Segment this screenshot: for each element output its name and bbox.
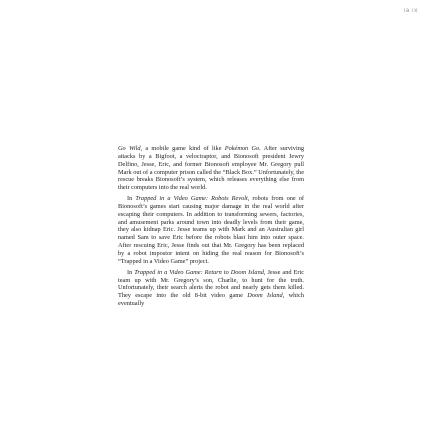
body-paragraph: [118, 195, 304, 266]
italic-title: Go Wild: [118, 145, 141, 152]
paragraph-text: , which eventually: [118, 292, 304, 308]
italic-title: Pokémon Go: [224, 145, 260, 152]
running-head: ıa ıx: [403, 7, 418, 14]
paragraph-text: , Jesse and Eric team up with Mr. Gregory’s son, Charlie, to hunt for the truth. Unfortunately, their search alerts the robot and nearly gets them killed. They escape into the old 8-bit video game: [118, 268, 304, 300]
italic-title: Doom Island: [247, 292, 283, 300]
paragraph-text: In: [127, 195, 136, 203]
paragraph-text: , robots from one of Bionosoft’s games start causing major damage in the real world after escaping their computers. In addition to transforming sewers, factories, and amusement parks around town into deadly levels from their game, they also kidnap Eric. Jesse teams up with Mark and an Australian girl named Sam to save Eric before the robots blast him into outer space. After rescuing Eric, Jesse finds out that Mr. Gregory has been replaced by a robot impostor intent on hiding the real reason for Bionosoft’s “Trapped in a Video Game” project.: [118, 195, 304, 265]
paragraph-text: , a mobile game kind of like: [140, 145, 225, 152]
italic-title: Trapped in a Video Game: Robots Revolt: [135, 195, 248, 203]
paragraph-text: . After surviving attacks by a Bigfoot, a velociraptor, and Bionosoft president Jewry Delfino, Jesse, Eric, and former Bionosoft employee Mr. Gregory pull Mark out of a computer prison called the “Black Box.” Unfortunately, the rescue breaks Bionosoft’s system, which releases everything else from their computers into the real world.: [118, 145, 305, 192]
body-paragraph: [118, 269, 304, 308]
body-paragraph: [118, 145, 304, 192]
italic-title: Trapped in a Video Game: Return to Doom Island: [134, 268, 264, 276]
text-column: [118, 145, 304, 308]
paragraph-text: In: [127, 268, 135, 276]
